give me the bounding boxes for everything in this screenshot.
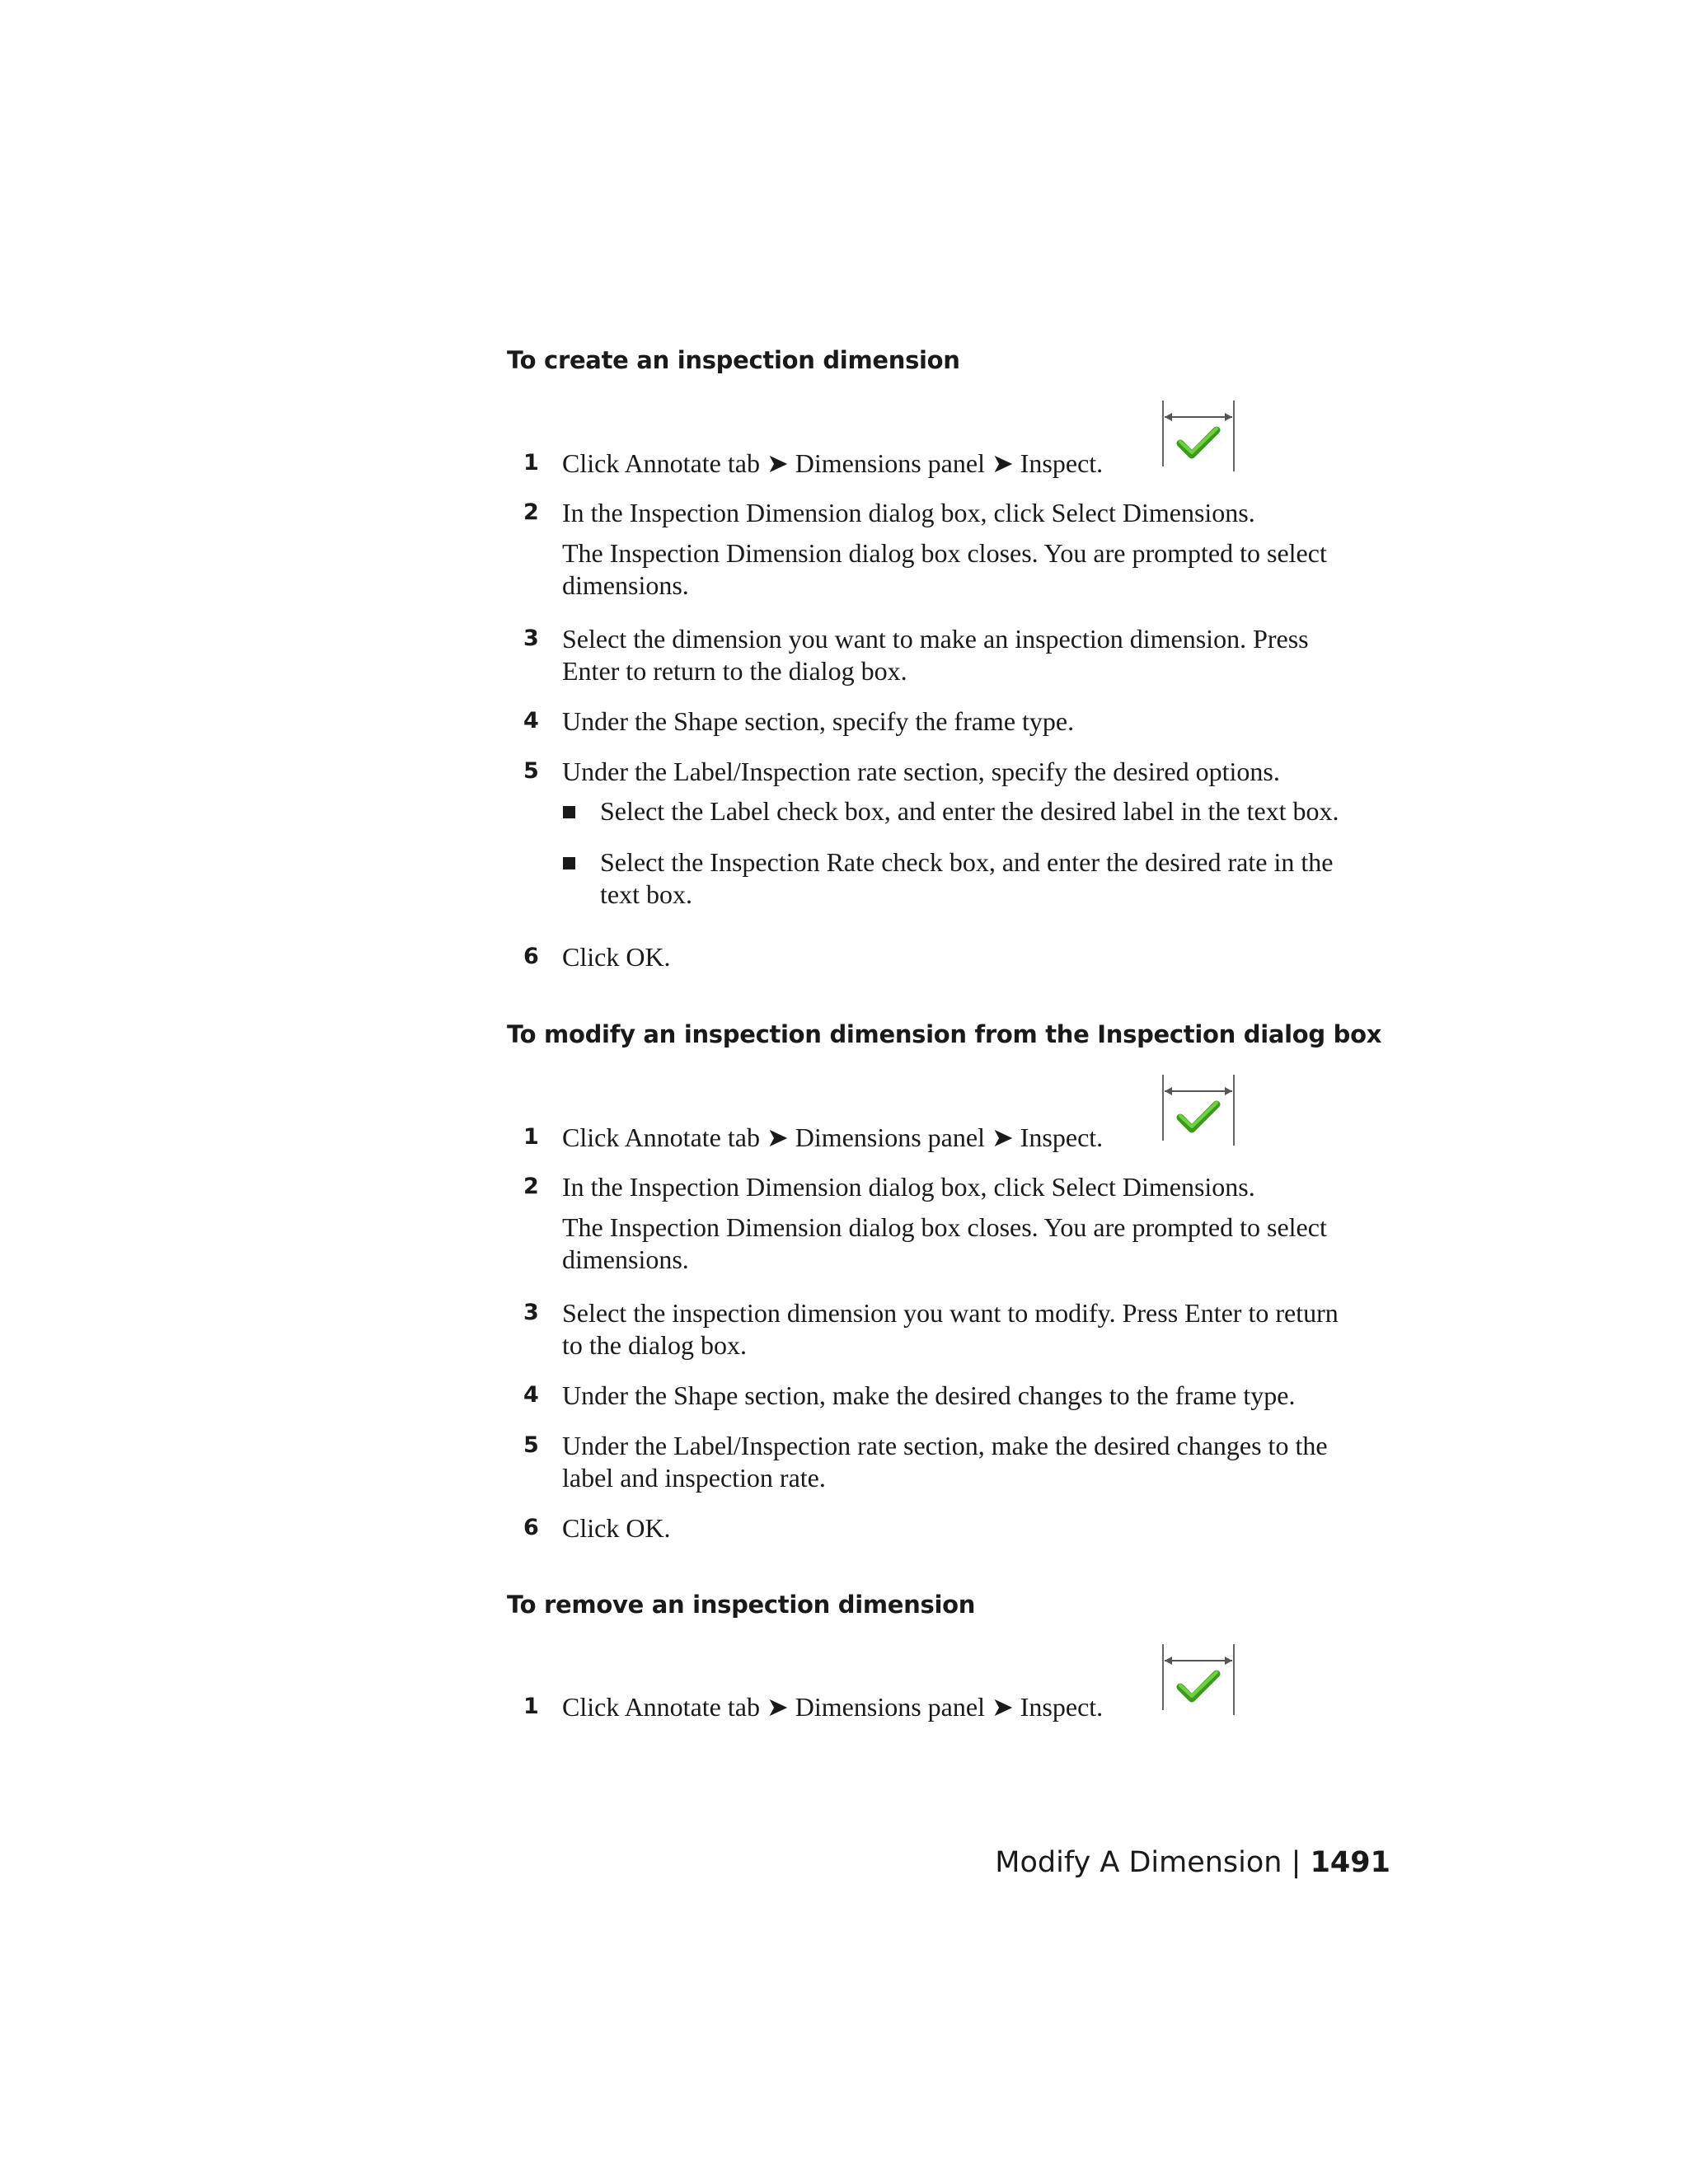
section-heading-remove: To remove an inspection dimension — [507, 1591, 976, 1619]
step-text: Under the Shape section, make the desired changes to the frame type. — [562, 1380, 1296, 1410]
step-note: The Inspection Dimension dialog box closes. You are prompted to select — [562, 1212, 1327, 1242]
step-number: 6 — [523, 1515, 539, 1540]
step-text: Select the dimension you want to make an inspection dimension. Press — [562, 624, 1309, 654]
inspect-dimension-icon — [1160, 401, 1236, 471]
section-heading-create: To create an inspection dimension — [507, 346, 960, 374]
step-text: Under the Label/Inspection rate section, specify the desired options. — [562, 757, 1280, 786]
step-text: Click Annotate tab ➤ Dimensions panel ➤ Inspect. — [562, 1692, 1104, 1722]
step-number: 2 — [523, 1174, 539, 1199]
step-number: 1 — [523, 450, 539, 476]
step-note: dimensions. — [562, 570, 689, 600]
bullet-marker — [563, 806, 575, 818]
step-text: Enter to return to the dialog box. — [562, 656, 907, 686]
step-text: In the Inspection Dimension dialog box, click Select Dimensions. — [562, 498, 1255, 527]
step-number: 1 — [523, 1694, 539, 1719]
bullet-text: Select the Label check box, and enter the desired label in the text box. — [600, 796, 1339, 826]
step-text: Click Annotate tab ➤ Dimensions panel ➤ Inspect. — [562, 448, 1104, 478]
footer-separator: | — [1291, 1846, 1301, 1879]
step-number: 6 — [523, 944, 539, 969]
step-number: 4 — [523, 1382, 539, 1408]
step-text: Click Annotate tab ➤ Dimensions panel ➤ Inspect. — [562, 1122, 1104, 1152]
step-number: 3 — [523, 1300, 539, 1325]
step-text: label and inspection rate. — [562, 1463, 826, 1493]
step-text: Under the Label/Inspection rate section, make the desired changes to the — [562, 1431, 1328, 1460]
step-text: to the dialog box. — [562, 1330, 747, 1360]
section-heading-modify: To modify an inspection dimension from the Inspection dialog box — [507, 1020, 1382, 1048]
step-number: 4 — [523, 708, 539, 733]
inspect-dimension-icon — [1160, 1075, 1236, 1146]
step-text: Under the Shape section, specify the frame type. — [562, 706, 1075, 736]
step-number: 5 — [523, 758, 539, 784]
bullet-text: text box. — [600, 879, 692, 909]
step-text: Click OK. — [562, 942, 671, 972]
step-number: 1 — [523, 1124, 539, 1150]
step-note: dimensions. — [562, 1244, 689, 1274]
page-number: 1491 — [1310, 1846, 1390, 1879]
page-footer — [995, 1846, 1390, 1879]
bullet-text: Select the Inspection Rate check box, and enter the desired rate in the — [600, 847, 1334, 877]
step-text: Select the inspection dimension you want to modify. Press Enter to return — [562, 1298, 1339, 1328]
step-number: 5 — [523, 1432, 539, 1458]
step-text: Click OK. — [562, 1513, 671, 1543]
step-text: In the Inspection Dimension dialog box, click Select Dimensions. — [562, 1172, 1255, 1202]
step-number: 2 — [523, 499, 539, 525]
footer-title: Modify A Dimension — [995, 1846, 1282, 1879]
step-number: 3 — [523, 626, 539, 651]
step-note: The Inspection Dimension dialog box closes. You are prompted to select — [562, 538, 1327, 568]
bullet-marker — [563, 857, 575, 869]
inspect-dimension-icon — [1160, 1644, 1236, 1715]
